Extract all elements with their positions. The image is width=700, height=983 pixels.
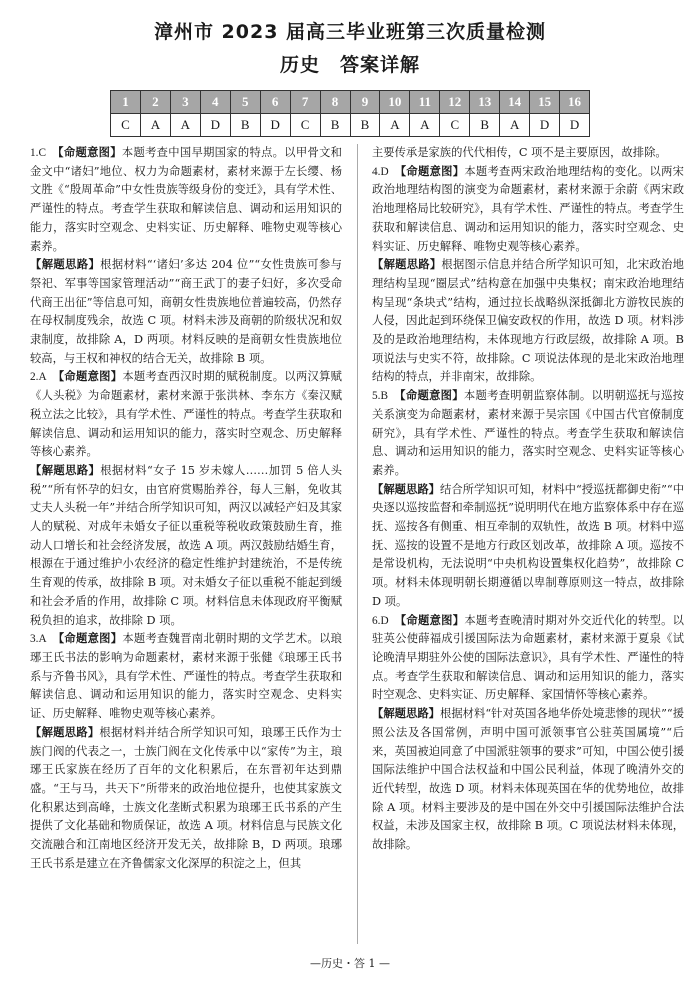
q1-intent-tag: 【命题意图】: [57, 146, 122, 159]
q2-idea-text: 根据材料“女子 15 岁未嫁人……加罚 5 倍人头税”“所有怀孕的妇女，由官府赏赐胎养谷，每人三斛，免收其丈夫人头税一年”并结合所学知识可知，两汉以减轻产妇及其家人的赋税、对成年未婚女子征以重税等税收政策鼓励生育，推动人口增长和社会经济发展，故选 A 项。两汉鼓励结婚生育，根源在于通过维护小农经济的稳定性维护封建统治，不是传统生育观的传承，故排除 B 项。对未婚女子征以重税不能起到缓和社会矛盾的作用，故排除 C 项。材料信息未体现政府平衡赋税负担的追求，故排除 D 项。: [30, 463, 342, 627]
q5-idea: [372, 481, 684, 612]
q3-idea-text: 根据材料并结合所学知识可知，琅琊王氏作为士族门阀的代表之一，士族门阀在文化传承中以“家传”为主，琅琊王氏家族在经历了百年的文化积累后，在东晋初年达到鼎盛。“王与马，共天下”所带来的政治地位提升，也使其家族文化积累达到高峰，士族文化垄断式积累为琅琊王氏书系的产生提供了文化基础和物质保证，故选 A 项。材料信息与民族文化交流融合和江南地区经济开发无关，故排除 B，D 两项。琅琊王氏书系是建立在齐鲁儒家文化深厚的积淀之上，但其: [30, 725, 342, 870]
q2-intent: [30, 368, 342, 462]
q1-intent-text: 本题考查中国早期国家的特点。以甲骨文和金文中“诸妇”地位、权力为命题素材，素材来源于左长缨、杨文胜《“殷周革命”中女性贵族等级身份的变迁》，具有学术性、严谨性的特点。考查学生获取和解读信息、调动和运用知识的能力，落实时空观念、史料实证、历史解释、唯物史观等核心素养。: [30, 146, 342, 253]
answer-cell: A: [500, 114, 530, 137]
page-title: 漳州市 2023 届高三毕业班第三次质量检测: [153, 21, 547, 43]
q6-intent-text: 本题考查晚清时期对外交近代化的转型。以驻英公使薛福成引援国际法为命题素材，素材来源于夏泉《试论晚清早期驻外公使的国际法意识》，具有学术性、严谨性的特点。考查学生获取和解读信息、调动和运用知识的能力，落实时空观念、史料实证、历史解释、家国情怀等核心素养。: [372, 613, 684, 702]
q4-idea: [372, 256, 684, 387]
q4-intent-tag: 【命题意图】: [400, 164, 465, 178]
question-number: 2: [140, 91, 170, 114]
answer-table-number-row: [111, 91, 590, 114]
question-number: 8: [320, 91, 350, 114]
q1-idea-text: 根据材料“‘诸妇’多达 204 位”“女性贵族可参与祭祀、军事等国家管理活动”“商王武丁的妻子妇好，多次受命代商王出征”等信息可知，商朝女性贵族地位普遍较高，仍然存在母权制度残余，故选 C 项。材料未涉及商朝的阶级状况和奴隶制度，故排除 A，D 两项。材料反映的是商朝女性贵族地位较高，与王权和神权的结合无关，故排除 B 项。: [30, 258, 342, 365]
answer-cell: D: [200, 114, 230, 137]
answer-cell: A: [380, 114, 410, 137]
question-number: 11: [410, 91, 440, 114]
q5-idea-text: 结合所学知识可知，材料中“授巡抚都御史衔”“中央逐以巡按监督和牵制巡抚”说明明代在地方监察体系中存在巡抚、巡按各有侧重、相互牵制的双轨性，故选 B 项。材料中巡抚、巡按的设置不是地方行政区划改革，故排除 A 项。巡按不是常设机构，无法说明“中央机构设置集权化趋势”，故排除 C 项。材料未体现明朝长期遵循以卑制尊原则这一特点，故排除 D 项。: [372, 482, 684, 608]
q3-continuation: 主要传承是家族的代代相传，C 项不是主要原因，故排除。: [372, 146, 667, 159]
q5-intent: [372, 387, 684, 481]
q4-idea-text: 根据图示信息并结合所学知识可知，北宋政治地理结构呈现“圈层式”结构意在加强中央集权；南宋政治地理结构呈现“条块式”结构，通过拉长战略纵深抵御北方游牧民族的人侵，因此起到环绕保卫偏安政权的作用，故选 D 项。材料涉及的是政治地理结构，未体现地方行政层级，故排除 A 项。B 项说法与史实不符，故排除。C 项说法体现的是北宋政治地理结构的特点，并非南宋，故排除。: [372, 258, 684, 384]
q3-idea: [30, 724, 342, 874]
answer-cell: B: [320, 114, 350, 137]
q3-intent-text: 本题考查魏晋南北朝时期的文学艺术。以琅琊王氏书法的影响为命题素材，素材来源于张健《琅琊王氏书系与齐鲁书风》，具有学术性、严谨性的特点。考查学生获取和解读信息、调动和运用知识的能力，落实时空观念、史料实证、历史解释、唯物史观等核心素养。: [30, 632, 342, 721]
q4-intent: [372, 163, 684, 257]
answer-table-answer-row: [111, 114, 590, 137]
q3-idea-tag: 【解题思路】: [30, 725, 100, 739]
page-footer: —历史・答 1 —: [310, 957, 390, 970]
answer-cell: D: [560, 114, 590, 137]
q4-number: 4.D: [372, 165, 389, 178]
answer-cell: B: [350, 114, 380, 137]
q2-idea-tag: 【解题思路】: [30, 463, 101, 477]
answer-cell: D: [260, 114, 290, 137]
question-number: 16: [560, 91, 590, 114]
q5-number: 5.B: [372, 390, 389, 403]
q2-intent-text: 本题考查西汉时期的赋税制度。以两汉算赋《人头税》为命题素材，素材来源于张洪林、李东方《秦汉赋税立法之比较》，具有学术性、严谨性的特点。考查学生获取和解读信息、调动和运用知识的能力，落实时空观念、历史解释等核心素养。: [30, 370, 342, 459]
answer-cell: D: [530, 114, 560, 137]
q6-intent: [372, 612, 684, 706]
q4-intent-text: 本题考查两宋政治地理结构的变化。以两宋政治地理结构图的演变为命题素材，素材来源于余蔚《两宋政治地理格局比较研究》，具有学术性、严谨性的特点。考查学生获取和解读信息、调动和运用知识的能力，落实时空观念、史料实证、历史解释、唯物史观等核心素养。: [372, 164, 684, 253]
q3-number: 3.A: [30, 633, 47, 646]
question-number: 1: [111, 91, 141, 114]
question-number: 6: [260, 91, 290, 114]
q5-intent-tag: 【命题意图】: [399, 389, 464, 403]
q1-intent: [30, 144, 342, 256]
left-column: [30, 144, 342, 873]
question-number: 14: [500, 91, 530, 114]
q2-intent-tag: 【命题意图】: [58, 370, 123, 384]
q1-number: 1.C: [30, 147, 47, 159]
q6-number: 6.D: [372, 614, 389, 627]
q6-idea: [372, 705, 684, 855]
question-number: 9: [350, 91, 380, 114]
q1-idea-tag: 【解题思路】: [30, 258, 101, 272]
question-number: 3: [170, 91, 200, 114]
q2-idea: [30, 462, 342, 630]
question-number: 5: [230, 91, 260, 114]
q4-idea-tag: 【解题思路】: [372, 258, 442, 272]
right-column: [372, 144, 684, 855]
q6-idea-text: 根据材料“针对英国各地华侨处境悲惨的现状”“援照公法及各国常例，声明中国可派领事官公驻英国属境”“后来，英国被迫同意了中国派驻领事的要求”可知，中国公使引援国际法维护中国合法权益和中国公民利益，体现了晚清外交的近代转型，故选 D 项。材料未体现英国在华的优势地位，故排除 A 项。材料主要涉及的是中国在外交中引援国际法维护合法权益，未涉及国家主权，故排除 B 项。C 项说法材料未体现，故排除。: [372, 707, 684, 852]
column-divider: [357, 144, 358, 944]
q6-idea-tag: 【解题思路】: [372, 707, 440, 721]
question-number: 4: [200, 91, 230, 114]
answer-cell: B: [470, 114, 500, 137]
answer-cell: A: [170, 114, 200, 137]
q5-idea-tag: 【解题思路】: [372, 482, 440, 496]
answer-cell: B: [230, 114, 260, 137]
answer-cell: C: [440, 114, 470, 137]
q5-intent-text: 本题考查明朝监察体制。以明朝巡抚与巡按关系演变为命题素材，素材来源于吴宗国《中国古代官僚制度研究》，具有学术性、严谨性的特点。考查学生获取和解读信息、调动和运用知识的能力，落实时空观念、史料实证等核心素养。: [372, 389, 684, 477]
q1-idea: [30, 256, 342, 368]
question-number: 10: [380, 91, 410, 114]
answer-cell: A: [140, 114, 170, 137]
question-number: 12: [440, 91, 470, 114]
question-number: 15: [530, 91, 560, 114]
q3-intent: [30, 630, 342, 724]
answer-cell: C: [290, 114, 320, 137]
question-number: 7: [290, 91, 320, 114]
answer-table: [110, 90, 590, 137]
answer-cell: C: [111, 114, 141, 137]
q6-intent-tag: 【命题意图】: [400, 613, 465, 627]
answer-cell: A: [410, 114, 440, 137]
question-number: 13: [470, 91, 500, 114]
page-subtitle: 历史 答案详解: [279, 54, 420, 76]
q2-number: 2.A: [30, 371, 47, 384]
q3-intent-tag: 【命题意图】: [58, 632, 123, 646]
